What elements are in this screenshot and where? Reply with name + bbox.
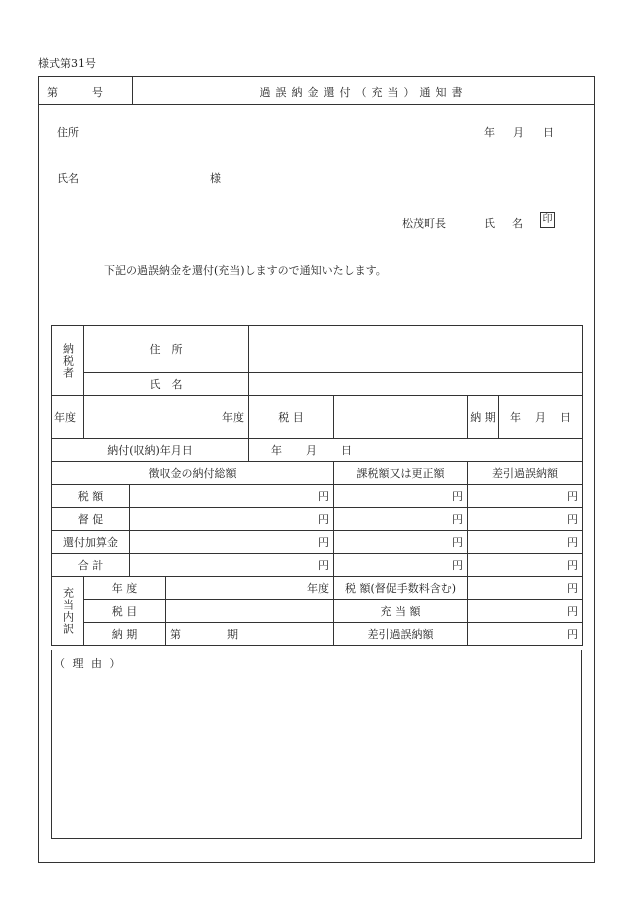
header-total-paid: 徴収金の納付総額	[52, 462, 334, 485]
taxpayer-group-label	[52, 326, 84, 396]
paid-date-month: 月	[306, 444, 317, 457]
fiscal-year-label: 年度	[52, 396, 84, 439]
issue-date-month: 月	[513, 126, 524, 139]
taxpayer-name-row	[52, 373, 583, 396]
due-date-value	[499, 396, 583, 439]
allocation-tax-amount-label: 税 額(督促手数料含む)	[334, 577, 468, 600]
amount-row-label: 税 額	[52, 485, 130, 508]
header-net-overpayment: 差引過誤納額	[468, 462, 583, 485]
amount-assessed: 円	[334, 554, 468, 577]
document-number-label: 第	[47, 86, 58, 99]
tax-item-value	[334, 396, 468, 439]
notice-text: 下記の過誤納金を還付(充当)しますので通知いたします。	[104, 264, 387, 277]
seal-mark: 印	[540, 212, 555, 228]
details-table	[51, 325, 583, 646]
allocation-tax-item-value	[166, 600, 334, 623]
taxpayer-address-row	[52, 326, 583, 373]
amount-total-paid: 円	[130, 485, 334, 508]
taxpayer-address-value	[249, 326, 583, 373]
allocation-group-label	[52, 577, 84, 646]
allocation-net-label: 差引過誤納額	[334, 623, 468, 646]
due-date-year: 年	[510, 411, 521, 424]
issuer-office: 松茂町長	[402, 217, 446, 230]
allocation-net-value: 円	[468, 623, 583, 646]
amount-total-paid: 円	[130, 508, 334, 531]
amount-assessed: 円	[334, 531, 468, 554]
amount-net: 円	[468, 554, 583, 577]
amount-row-total	[52, 554, 583, 577]
amount-assessed: 円	[334, 508, 468, 531]
allocation-amount-value: 円	[468, 600, 583, 623]
recipient-honorific: 様	[210, 172, 221, 185]
amount-net: 円	[468, 531, 583, 554]
allocation-year-value: 年度	[166, 577, 334, 600]
taxpayer-address-label: 住 所	[84, 326, 249, 373]
amount-row-label: 還付加算金	[52, 531, 130, 554]
taxpayer-name-label: 氏 名	[84, 373, 249, 396]
amount-net: 円	[468, 508, 583, 531]
paid-date-label: 納付(収納)年月日	[52, 439, 249, 462]
due-date-month: 月	[535, 411, 546, 424]
recipient-address-label: 住所	[57, 126, 79, 139]
due-date-day: 日	[560, 411, 571, 424]
amount-row-label: 合 計	[52, 554, 130, 577]
amount-row-refund-interest	[52, 531, 583, 554]
allocation-row-tax-item	[52, 600, 583, 623]
amount-net: 円	[468, 485, 583, 508]
allocation-group-text: 充当内訳	[61, 587, 75, 635]
allocation-due-value	[166, 623, 334, 646]
amount-row-tax	[52, 485, 583, 508]
amount-row-label: 督 促	[52, 508, 130, 531]
amounts-header-row	[52, 462, 583, 485]
paid-date-value	[249, 439, 583, 462]
allocation-year-label: 年 度	[84, 577, 166, 600]
allocation-due-prefix: 第	[170, 628, 181, 641]
official-seal	[540, 212, 555, 228]
header-assessed-amount: 課税額又は更正額	[334, 462, 468, 485]
fiscal-year-row	[52, 396, 583, 439]
allocation-row-due	[52, 623, 583, 646]
amount-total-paid: 円	[130, 554, 334, 577]
issue-date-year: 年	[484, 126, 495, 139]
issue-date-day: 日	[543, 126, 554, 139]
amount-total-paid: 円	[130, 531, 334, 554]
header-divider	[38, 104, 595, 105]
taxpayer-group-text: 納税者	[61, 342, 75, 379]
document-title: 過誤納金還付（充当）通知書	[259, 86, 468, 99]
allocation-row-year	[52, 577, 583, 600]
paid-date-row	[52, 439, 583, 462]
amount-assessed: 円	[334, 485, 468, 508]
reason-box	[51, 650, 582, 839]
recipient-name-label: 氏名	[57, 172, 79, 185]
reason-label: （ 理 由 ）	[54, 657, 123, 670]
amount-row-reminder	[52, 508, 583, 531]
allocation-tax-item-label: 税 目	[84, 600, 166, 623]
document-number-suffix: 号	[92, 86, 103, 99]
paid-date-day: 日	[341, 444, 352, 457]
form-number: 様式第31号	[38, 57, 96, 70]
paid-date-year: 年	[271, 444, 282, 457]
issuer-name-label: 氏 名	[484, 217, 526, 230]
allocation-due-suffix: 期	[227, 628, 238, 641]
taxpayer-name-value	[249, 373, 583, 396]
allocation-due-label: 納 期	[84, 623, 166, 646]
allocation-tax-amount-value: 円	[468, 577, 583, 600]
fiscal-year-value: 年度	[84, 396, 249, 439]
due-label: 納 期	[468, 396, 499, 439]
allocation-amount-label: 充 当 額	[334, 600, 468, 623]
tax-item-label: 税 目	[249, 396, 334, 439]
